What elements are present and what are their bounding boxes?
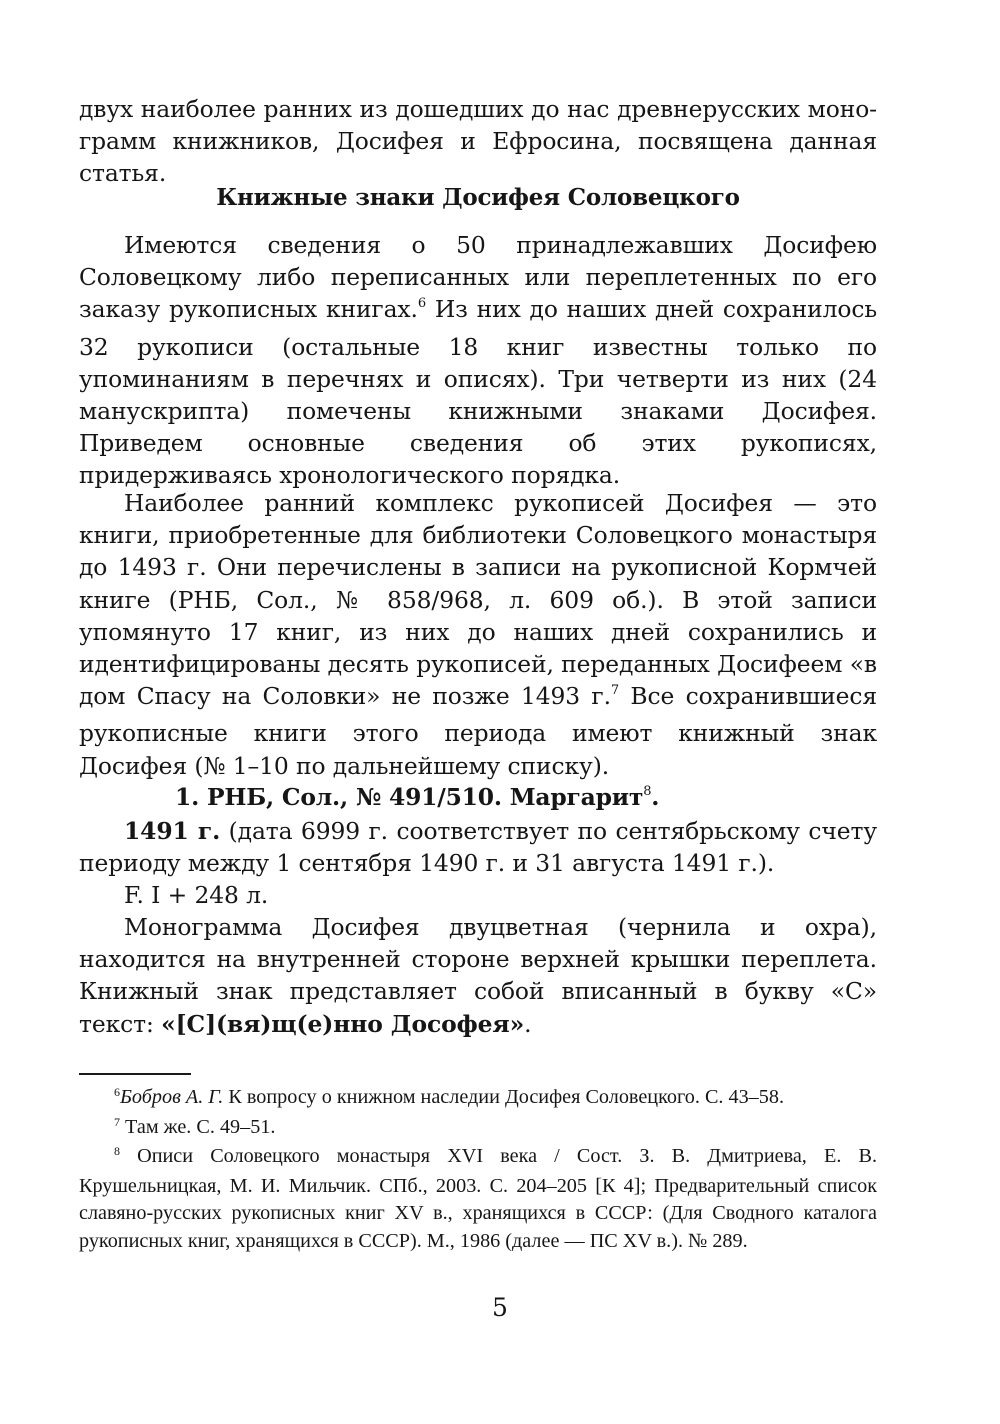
entry-1-title-text: 1. РНБ, Сол., № 491/510. Маргарит <box>175 783 644 811</box>
footnote-8-number: 8 <box>114 1144 120 1159</box>
footnote-8-text: Описи Соловецкого монастыря XVI века / Сост. З. В. Дмитриева, Е. В. Крушельницкая, М. И. Мильчик. СПб., 2003. С. 204–205 [К 4]; Предварительный список славяно-русских рукописных книг XV в., хранящихся в СССР: (Для Сводного каталога рукописных книг, хранящихся в СССР). М., 1986 (далее — ПС XV в.). № 289. <box>79 1145 877 1252</box>
paragraph-1 <box>79 229 877 492</box>
entry-1-date-bold: 1491 г. <box>124 817 221 845</box>
footnote-6 <box>79 1084 877 1114</box>
intro-line-1: двух наиболее ранних из дошедших до нас древнерусских моно- <box>79 95 877 123</box>
entry-1-title <box>175 783 659 811</box>
footnote-6-text: К вопросу о книжном наследии Досифея Соловецкого. С. 43–58. <box>223 1086 785 1108</box>
footnote-ref-7: 7 <box>610 683 620 699</box>
entry-1-desc-end: . <box>524 1009 532 1038</box>
entry-1-date-rest: (дата 6999 г. соответствует по сентябрьскому счету периоду между 1 сентября 1490 г. и 31 августа 1491 г.). <box>79 817 877 878</box>
footnote-ref-6: 6 <box>417 296 427 312</box>
footnote-6-author: Бобров А. Г. <box>120 1086 224 1108</box>
entry-1-date <box>79 815 877 879</box>
footnote-8 <box>79 1143 877 1255</box>
entry-1-format <box>79 879 877 911</box>
footnote-divider <box>79 1073 191 1075</box>
footnote-7-text: Там же. С. 49–51. <box>120 1115 276 1138</box>
page-number: 5 <box>492 1293 508 1322</box>
entry-1-monogram-quote: «[С](вя)щ(е)нно Дософея» <box>161 1009 525 1038</box>
paragraph-2-text-a: Наиболее ранний комплекс рукописей Досифея — это книги, приобретенные для библиотеки Соловецкого монастыря до 1493 г. Они перечислены в записи на рукописной Кормчей книге (РНБ, Сол., № 858/968, л. 609 об.). В этой записи упомянуто 17 книг, из них до наших дней сохранились и идентифицированы десять рукописей, переданных Досифеем «в дом Спасу на Соловки» не позже 1493 г. <box>79 489 877 711</box>
paragraph-2-text-b: Все сохранившиеся рукописные книги этого периода имеют книжный знак Досифея (№ 1–10 по дальнейшему списку). <box>79 682 877 780</box>
paragraph-2 <box>79 487 877 782</box>
entry-1-desc-text: Монограмма Досифея двуцветная (чернила и охра), находится на внутренней стороне верхней крышки переплета. Книжный знак представляет собой вписанный в букву «С» текст: <box>79 913 877 1038</box>
entry-1-description <box>79 911 877 1040</box>
entry-1-title-end: . <box>651 783 660 811</box>
footnotes <box>79 1084 877 1256</box>
entry-1-format-text: F. I + 248 л. <box>124 881 269 909</box>
paragraph-1-text-a: Имеются сведения о 50 принадлежавших Досифею Соловецкому либо переписанных или переплетенных по его заказу рукописных книгах. <box>79 231 877 324</box>
section-heading: Книжные знаки Досифея Соловецкого <box>216 184 740 211</box>
paragraph-1-text-b: Из них до наших дней сохранилось 32 рукописи (остальные 18 книг известны только по упоминаниям в перечнях и описях). Три четверти из них (24 манускрипта) помечены книжными знаками Досифея. Приведем основные сведения об этих рукописях, придерживаясь хронологического порядка. <box>79 295 878 490</box>
intro-paragraph <box>79 93 877 190</box>
footnote-ref-8: 8 <box>643 784 652 799</box>
footnote-7 <box>79 1114 877 1144</box>
intro-line-2: грамм книжников, Досифея и Ефросина, посвящена данная статья. <box>79 127 877 188</box>
footnote-7-number: 7 <box>114 1114 120 1129</box>
footnote-6-number: 6 <box>114 1085 120 1099</box>
